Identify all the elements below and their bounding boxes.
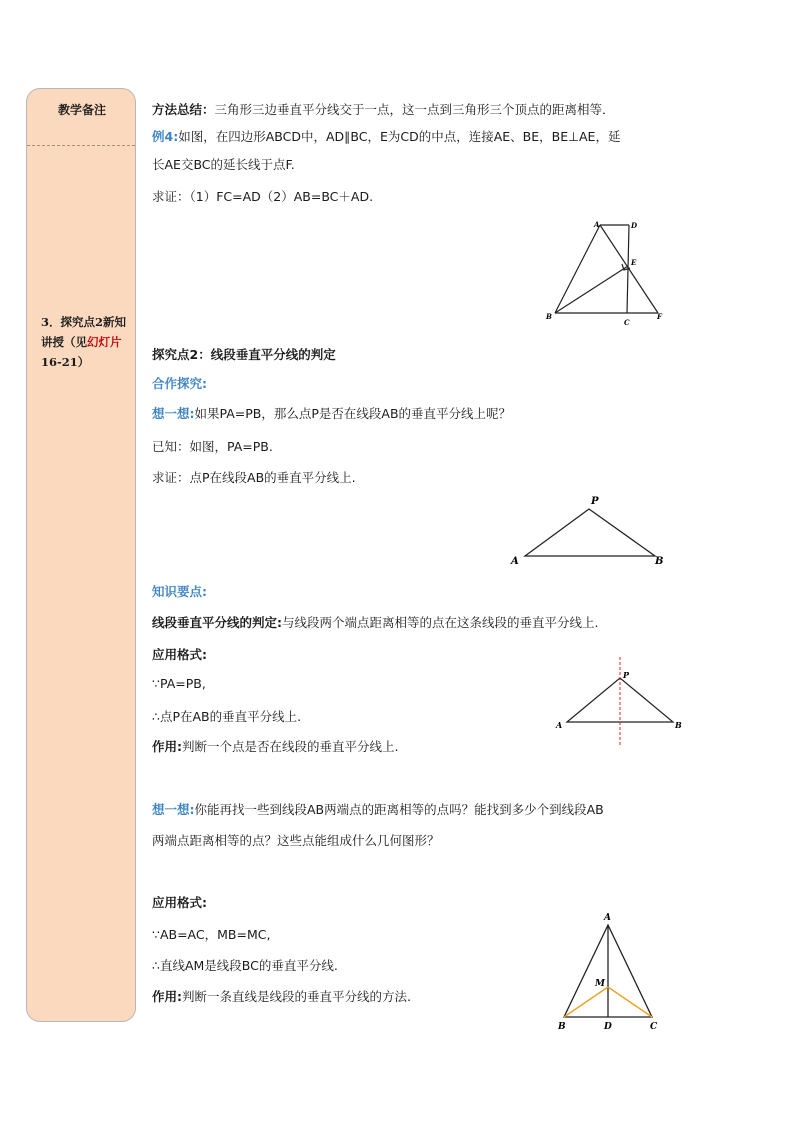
fig2-label-B: B	[655, 556, 664, 567]
theorem-line	[152, 613, 598, 631]
fig4-label-M: M	[595, 979, 605, 989]
cooperative-explore-label: 合作探究:	[152, 376, 207, 391]
fig3-label-A: A	[556, 720, 563, 730]
usage-line-2	[152, 987, 411, 1005]
usage-line	[152, 737, 398, 755]
think-label: 想一想:	[152, 406, 195, 421]
known-line: 已知：如图，PA=PB.	[152, 439, 273, 454]
method-text: 三角形三边垂直平分线交于一点，这一点到三角形三个顶点的距离相等．	[214, 102, 615, 117]
think-again-label: 想一想:	[152, 802, 195, 817]
usage-label-2: 作用:	[152, 989, 182, 1004]
think-again-text-1: 你能再找一些到线段AB两端点的距离相等的点吗？能找到多少个到线段AB	[194, 802, 604, 817]
fig4-label-C: C	[650, 1022, 658, 1032]
sidebar-note-prefix: 3．探究点2新知讲授（见	[41, 315, 127, 349]
because-line-2: ∵AB=AC，MB=MC,	[152, 927, 271, 942]
section-heading-explore-2: 探究点2：线段垂直平分线的判定	[152, 347, 336, 362]
fig1-label-C: C	[624, 318, 630, 327]
usage-label: 作用:	[152, 739, 182, 754]
prove-line: 求证：点P在线段AB的垂直平分线上.	[152, 470, 356, 485]
figure-bisector-triangle	[550, 655, 690, 750]
example-4-prove: 求证：（1）FC=AD（2）AB=BC＋AD.	[152, 189, 374, 204]
method-label: 方法总结：	[152, 102, 215, 117]
figure-quadrilateral	[540, 215, 680, 330]
example-4-line-1	[152, 127, 620, 145]
method-summary	[152, 100, 615, 118]
theorem-text: 与线段两个端点距离相等的点在这条线段的垂直平分线上.	[282, 615, 599, 630]
example-4-line-2: 长AE交BC的延长线于点F.	[152, 157, 295, 172]
think-again-line-1	[152, 800, 604, 818]
think-text: 如果PA=PB，那么点P是否在线段AB的垂直平分线上呢？	[194, 406, 512, 421]
example-label: 例4:	[152, 129, 179, 144]
fig3-label-B: B	[675, 720, 682, 730]
format-label-2: 应用格式:	[152, 895, 207, 910]
therefore-line: ∴点P在AB的垂直平分线上.	[152, 709, 302, 724]
fig2-label-A: A	[511, 556, 519, 567]
sidebar-note	[41, 312, 127, 372]
think-line	[152, 404, 511, 422]
fig1-label-B: B	[546, 312, 552, 321]
therefore-line-2: ∴直线AM是线段BC的垂直平分线.	[152, 958, 338, 973]
teaching-notes-sidebar	[26, 88, 136, 1022]
fig1-label-A: A	[594, 220, 600, 229]
fig1-label-D: D	[631, 221, 638, 230]
usage-text-2: 判断一条直线是线段的垂直平分线的方法.	[182, 989, 411, 1004]
fig1-label-F: F	[657, 312, 662, 321]
key-points-label: 知识要点:	[152, 584, 207, 599]
segment-BE	[555, 266, 628, 313]
usage-text: 判断一个点是否在线段的垂直平分线上.	[182, 739, 399, 754]
because-line: ∵PA=PB,	[152, 676, 206, 691]
think-again-line-2: 两端点距离相等的点？这些点能组成什么几何图形？	[152, 833, 440, 848]
sidebar-divider	[27, 145, 135, 146]
sidebar-note-suffix: 16-21）	[41, 355, 90, 369]
fig4-label-A: A	[604, 913, 611, 923]
example-text-1: 如图，在四边形ABCD中，AD∥BC，E为CD的中点，连接AE、BE，BE⊥AE，延	[178, 129, 621, 144]
figure-isosceles-triangle	[552, 905, 667, 1035]
figure-triangle-PAB	[505, 490, 675, 570]
sidebar-title: 教学备注	[57, 103, 106, 117]
fig4-label-D: D	[604, 1022, 612, 1032]
sidebar-note-highlight: 幻灯片	[87, 335, 122, 349]
segment-AB	[555, 225, 600, 313]
format-label: 应用格式:	[152, 647, 207, 662]
fig2-label-P: P	[591, 496, 599, 507]
fig3-label-P: P	[623, 670, 630, 680]
fig4-label-B: B	[558, 1022, 566, 1032]
fig1-label-E: E	[631, 258, 637, 267]
theorem-label: 线段垂直平分线的判定:	[152, 615, 282, 630]
